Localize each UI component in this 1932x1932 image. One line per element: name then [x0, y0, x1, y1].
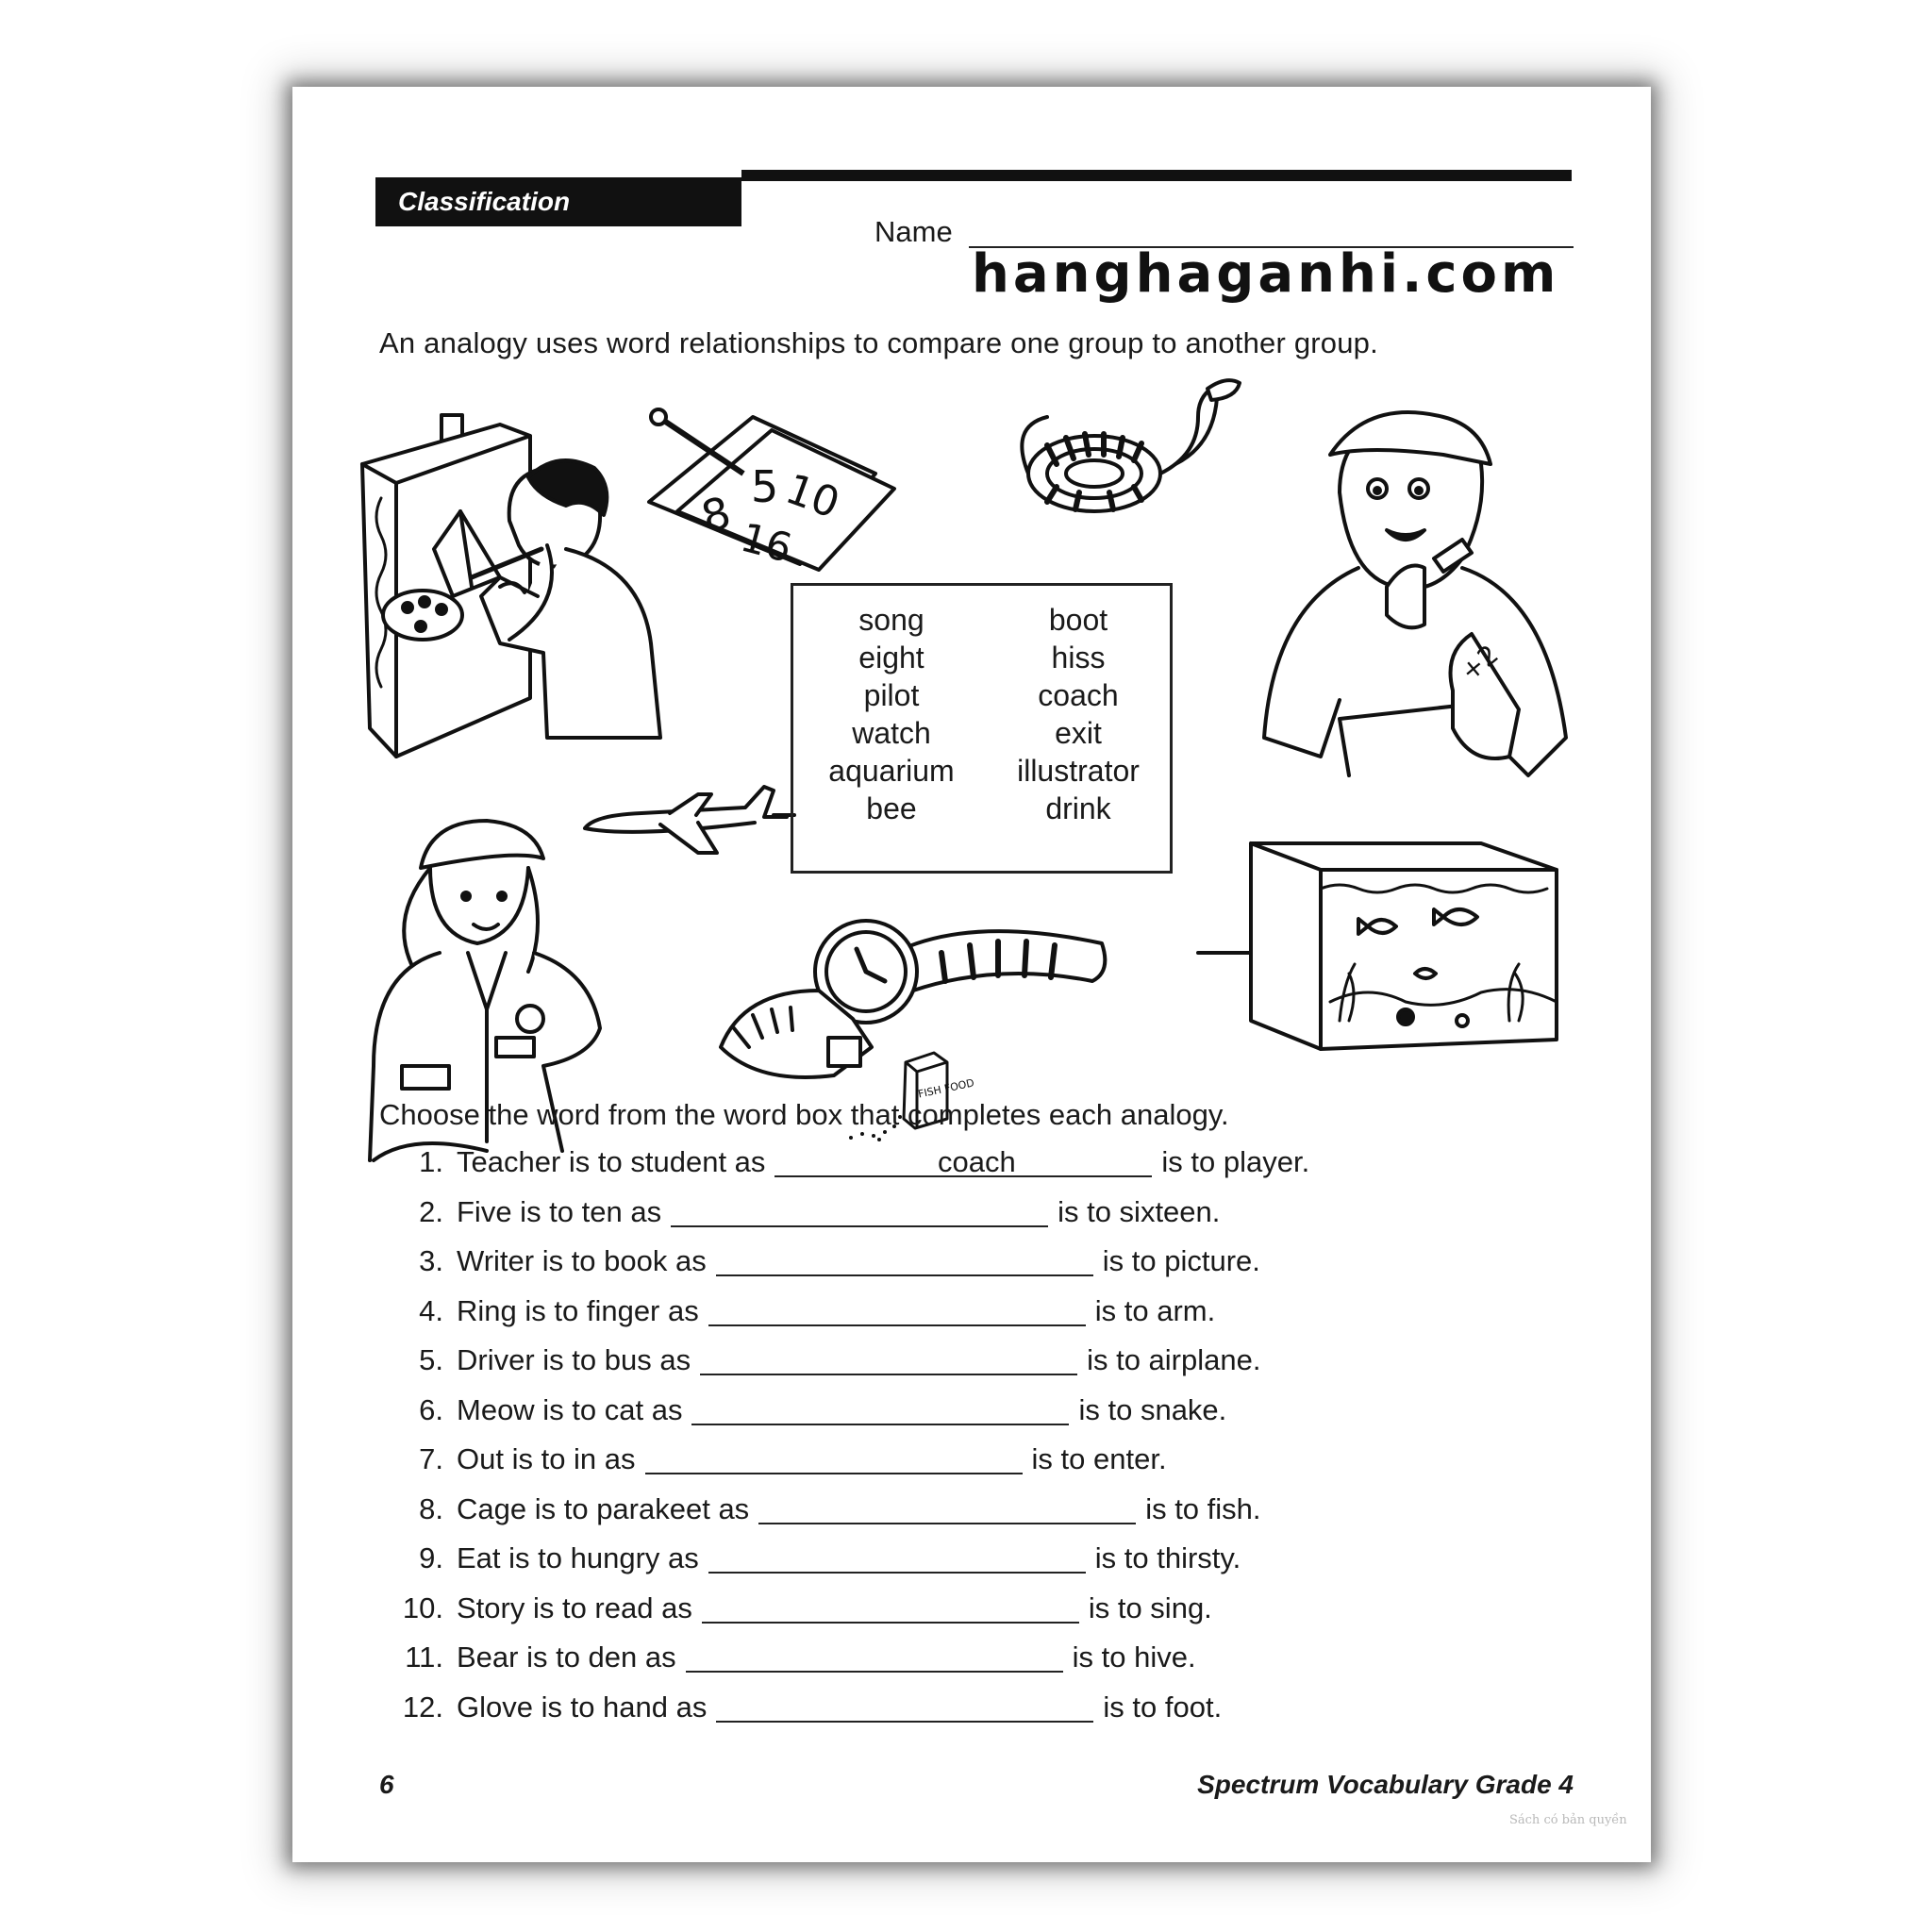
question-ending: is to enter. — [1031, 1442, 1167, 1475]
question-prompt: Meow is to cat as — [457, 1392, 683, 1426]
word-box-item: eight — [858, 641, 924, 675]
answer-blank[interactable] — [686, 1639, 1063, 1673]
question-ending: is to sixteen. — [1058, 1194, 1221, 1228]
copyright-note: Sách có bản quyền — [1509, 1813, 1627, 1827]
answer-text: coach — [938, 1145, 1016, 1178]
answer-blank[interactable] — [702, 1590, 1079, 1624]
question-prompt: Writer is to book as — [457, 1244, 707, 1277]
word-box-item: hiss — [1051, 641, 1106, 675]
worksheet-page — [292, 87, 1651, 1862]
word-box-left-column — [807, 601, 976, 827]
paper-number-5: 5 — [751, 461, 779, 512]
question-number: 3. — [419, 1244, 443, 1277]
answer-blank[interactable] — [671, 1193, 1048, 1227]
paper-number-16: 16 — [736, 513, 797, 572]
instructions: Choose the word from the word box that completes each analogy. — [379, 1098, 1229, 1131]
question-item — [394, 1145, 1309, 1195]
word-box-item: aquarium — [828, 754, 955, 788]
top-rule — [741, 170, 1572, 181]
word-box-right-column — [993, 601, 1163, 827]
question-number: 8. — [419, 1491, 443, 1525]
question-prompt: Teacher is to student as — [457, 1145, 766, 1178]
question-number: 10. — [402, 1591, 443, 1624]
question-ending: is to player. — [1161, 1145, 1310, 1178]
question-ending: is to thirsty. — [1094, 1541, 1241, 1574]
watermark: hanghaganhi.com — [972, 243, 1560, 305]
answer-blank[interactable] — [708, 1292, 1086, 1326]
page-number: 6 — [379, 1770, 394, 1799]
question-number: 6. — [419, 1392, 443, 1426]
question-item — [394, 1393, 1309, 1443]
math-paper-illustration — [640, 398, 923, 577]
question-ending: is to snake. — [1078, 1392, 1227, 1426]
fish-food-label: FISH FOOD — [917, 1076, 975, 1101]
question-ending: is to foot. — [1103, 1690, 1223, 1724]
question-prompt: Out is to in as — [457, 1442, 636, 1475]
question-item — [394, 1541, 1309, 1591]
answer-blank[interactable] — [774, 1143, 1152, 1177]
question-item — [394, 1690, 1309, 1740]
question-prompt: Five is to ten as — [457, 1194, 662, 1228]
answer-blank[interactable] — [716, 1689, 1093, 1723]
word-box-item: bee — [866, 791, 917, 825]
question-number: 4. — [419, 1293, 443, 1327]
answer-blank[interactable] — [758, 1491, 1136, 1524]
question-number: 5. — [419, 1343, 443, 1376]
paper-number-10: 10 — [779, 464, 846, 528]
question-item — [394, 1195, 1309, 1245]
question-prompt: Eat is to hungry as — [457, 1541, 699, 1574]
word-box-item: pilot — [863, 678, 920, 712]
word-box-item: drink — [1045, 791, 1111, 825]
answer-blank[interactable] — [716, 1242, 1093, 1276]
airplane-illustration — [575, 781, 792, 866]
answer-blank[interactable] — [708, 1540, 1086, 1574]
question-list — [394, 1145, 1309, 1740]
word-box-item: exit — [1055, 716, 1102, 750]
question-ending: is to fish. — [1145, 1491, 1261, 1525]
intro-text: An analogy uses word relationships to compare one group to another group. — [379, 326, 1378, 359]
question-number: 11. — [405, 1641, 443, 1674]
question-ending: is to hive. — [1072, 1641, 1196, 1674]
question-number: 12. — [402, 1690, 443, 1724]
question-prompt: Cage is to parakeet as — [457, 1491, 750, 1525]
aquarium-illustration — [1198, 832, 1566, 1058]
paper-number-8: 8 — [695, 486, 737, 543]
question-number: 1. — [419, 1145, 443, 1178]
question-prompt: Driver is to bus as — [457, 1343, 691, 1376]
name-label: Name — [874, 215, 953, 248]
question-item — [394, 1343, 1309, 1393]
word-box-item: watch — [852, 716, 931, 750]
question-ending: is to airplane. — [1087, 1343, 1261, 1376]
question-ending: is to picture. — [1102, 1244, 1260, 1277]
question-number: 9. — [419, 1541, 443, 1574]
question-item — [394, 1641, 1309, 1690]
question-prompt: Glove is to hand as — [457, 1690, 708, 1724]
category-banner: Classification — [375, 177, 741, 226]
question-prompt: Bear is to den as — [457, 1641, 676, 1674]
word-box-item: song — [858, 603, 924, 637]
answer-blank[interactable] — [691, 1391, 1069, 1425]
coach-illustration — [1245, 398, 1585, 823]
svg-text:+2: +2 — [1454, 638, 1505, 688]
word-box-item: coach — [1038, 678, 1119, 712]
question-prompt: Story is to read as — [457, 1591, 692, 1624]
word-box-item: boot — [1048, 603, 1108, 637]
question-item — [394, 1492, 1309, 1542]
question-item — [394, 1244, 1309, 1294]
question-prompt: Ring is to finger as — [457, 1293, 699, 1327]
word-box — [791, 583, 1173, 874]
question-item — [394, 1294, 1309, 1344]
answer-blank[interactable] — [700, 1341, 1077, 1375]
question-ending: is to sing. — [1088, 1591, 1212, 1624]
snake-illustration — [991, 370, 1245, 558]
question-number: 2. — [419, 1194, 443, 1228]
answer-blank[interactable] — [645, 1441, 1023, 1474]
book-title: Spectrum Vocabulary Grade 4 — [1197, 1770, 1574, 1799]
word-box-item: illustrator — [1017, 754, 1140, 788]
question-item — [394, 1442, 1309, 1492]
question-ending: is to arm. — [1094, 1293, 1216, 1327]
question-number: 7. — [419, 1442, 443, 1475]
question-item — [394, 1591, 1309, 1641]
